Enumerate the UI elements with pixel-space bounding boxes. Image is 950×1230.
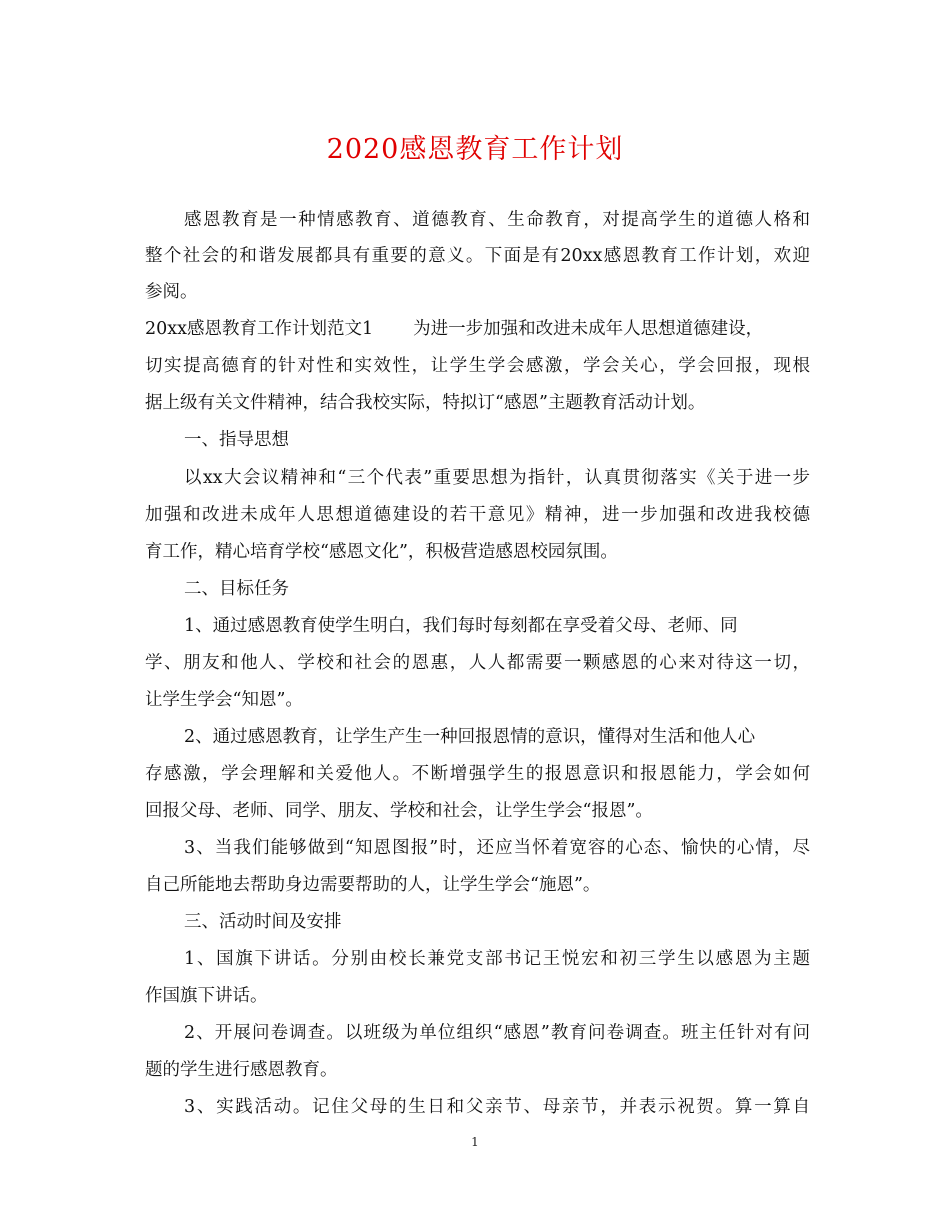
paragraph-line: 3、实践活动。记住父母的生日和父亲节、母亲节，并表示祝贺。算一算自 — [184, 1097, 810, 1117]
paragraph-line: 1、国旗下讲话。分别由校长兼党支部书记王悦宏和初三学生以感恩为主题 — [184, 949, 810, 969]
paragraph-line: 加强和改进未成年人思想道德建设的若干意见》精神，进一步加强和改进我校德 — [145, 505, 810, 525]
page-number: 1 — [471, 1135, 479, 1149]
section-heading-inline: 20xx感恩教育工作计划范文1 — [145, 319, 374, 339]
paragraph-line: 切实提高德育的针对性和实效性，让学生学会感激，学会关心，学会回报，现根 — [145, 356, 810, 376]
section-heading: 三、活动时间及安排 — [184, 912, 342, 932]
paragraph-line — [145, 317, 810, 341]
section-heading: 一、指导思想 — [184, 430, 289, 450]
document-title: 2020感恩教育工作计划 — [326, 134, 624, 165]
paragraph-line: 2、通过感恩教育，让学生产生一种回报恩情的意识，懂得对生活和他人心 — [184, 727, 756, 747]
paragraph-line: 参阅。 — [145, 282, 198, 302]
paragraph-line: 据上级有关文件精神，结合我校实际，特拟订“感恩”主题教育活动计划。 — [145, 393, 706, 413]
paragraph-line: 让学生学会“知恩”。 — [145, 690, 303, 710]
paragraph-line: 整个社会的和谐发展都具有重要的意义。下面是有20xx感恩教育工作计划，欢迎 — [145, 246, 810, 266]
paragraph-line: 存感激，学会理解和关爱他人。不断增强学生的报恩意识和报恩能力，学会如何 — [145, 764, 810, 784]
paragraph-line: 题的学生进行感恩教育。 — [145, 1060, 338, 1080]
section-heading: 二、目标任务 — [184, 579, 289, 599]
paragraph-line: 3、当我们能够做到“知恩图报”时，还应当怀着宽容的心态、愉快的心情，尽 — [184, 838, 810, 858]
paragraph-text: 为进一步加强和改进未成年人思想道德建设， — [413, 319, 764, 339]
paragraph-line: 2、开展问卷调查。以班级为单位组织“感恩”教育问卷调查。班主任针对有问 — [184, 1023, 810, 1043]
paragraph-line: 感恩教育是一种情感教育、道德教育、生命教育，对提高学生的道德人格和 — [184, 210, 810, 230]
paragraph-line: 以xx大会议精神和“三个代表”重要思想为指针，认真贯彻落实《关于进一步 — [184, 468, 810, 488]
paragraph-line: 回报父母、老师、同学、朋友、学校和社会，让学生学会“报恩”。 — [145, 801, 653, 821]
paragraph-line: 育工作，精心培育学校“感恩文化”，积极营造感恩校园氛围。 — [145, 542, 618, 562]
paragraph-line: 1、通过感恩教育使学生明白，我们每时每刻都在享受着父母、老师、同 — [184, 616, 738, 636]
paragraph-line: 学、朋友和他人、学校和社会的恩惠，人人都需要一颗感恩的心来对待这一切， — [145, 653, 810, 673]
paragraph-line: 作国旗下讲话。 — [145, 986, 268, 1006]
paragraph-line: 自己所能地去帮助身边需要帮助的人，让学生学会“施恩”。 — [145, 875, 601, 895]
